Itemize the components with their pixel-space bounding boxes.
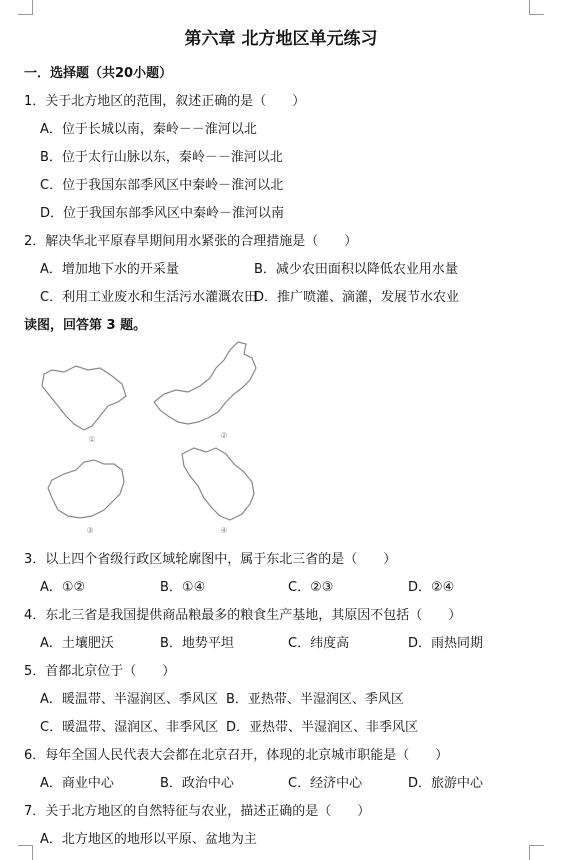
q3-option-d: D．②④ [408,580,455,595]
q6-option-d: D．旅游中心 [408,776,484,791]
q2-option-c: C．利用工业废水和生活污水灌溉农田 [40,290,258,305]
q6-stem: 6．每年全国人民代表大会都在北京召开，体现的北京城市职能是（ ） [24,748,449,763]
crop-mark-bottom-left [18,845,33,860]
q2-option-d: D．推广喷灌、滴灌，发展节水农业 [254,290,460,305]
crop-mark-bottom-right [529,845,544,860]
map-outline-4 [182,448,254,520]
q7-stem: 7．关于北方地区的自然特征与农业，描述正确的是（ ） [24,804,371,819]
q1-option-d: D．位于我国东部季风区中秦岭－淮河以南 [40,206,285,221]
q5-option-b: B．亚热带、半湿润区、季风区 [226,692,404,707]
q4-option-b: B．地势平坦 [160,636,234,651]
q1-stem: 1．关于北方地区的范围，叙述正确的是（ ） [24,94,306,109]
q3-option-b: B．①④ [160,580,206,595]
q5-option-c: C．暖温带、湿润区、非季风区 [40,720,219,735]
map-outline-3 [48,460,124,518]
q4-stem: 4．东北三省是我国提供商品粮最多的粮食生产基地，其原因不包括（ ） [24,608,462,623]
crop-mark-top-left [18,0,33,15]
q1-option-c: C．位于我国东部季风区中秦岭－淮河以北 [40,178,284,193]
q4-option-a: A．土壤肥沃 [40,636,114,651]
map-outline-2 [154,342,256,424]
q1-option-a: A．位于长城以南，秦岭－－淮河以北 [40,122,257,137]
q3-stem: 3．以上四个省级行政区域轮廓图中，属于东北三省的是（ ） [24,552,397,567]
q4-option-d: D．雨热同期 [408,636,484,651]
q3-option-c: C．②③ [288,580,334,595]
q6-option-b: B．政治中心 [160,776,234,791]
map-label-3: ③ [86,526,94,535]
crop-mark-top-right [529,0,544,15]
q6-option-c: C．经济中心 [288,776,363,791]
map-label-4: ④ [220,526,228,535]
map-outline-1 [42,366,126,430]
q5-stem: 5．首都北京位于（ ） [24,664,176,679]
map-label-2: ② [220,431,228,440]
read-instruction: 读图，回答第 3 题。 [24,318,147,333]
province-outline-maps [30,330,290,540]
q5-option-d: D．亚热带、半湿润区、非季风区 [226,720,419,735]
q2-option-b: B．减少农田面积以降低农业用水量 [254,262,458,277]
map-label-1: ① [88,435,96,444]
q1-option-b: B．位于太行山脉以东，秦岭－－淮河以北 [40,150,283,165]
q7-option-a: A．北方地区的地形以平原、盆地为主 [40,832,257,847]
q2-option-a: A．增加地下水的开采量 [40,262,179,277]
q3-option-a: A．①② [40,580,86,595]
section-heading: 一．选择题（共20小题） [24,66,173,81]
page-title: 第六章 北方地区单元练习 [184,29,378,49]
q4-option-c: C．纬度高 [288,636,350,651]
q6-option-a: A．商业中心 [40,776,114,791]
q5-option-a: A．暖温带、半湿润区、季风区 [40,692,218,707]
q2-stem: 2．解决华北平原春旱期间用水紧张的合理措施是（ ） [24,234,358,249]
